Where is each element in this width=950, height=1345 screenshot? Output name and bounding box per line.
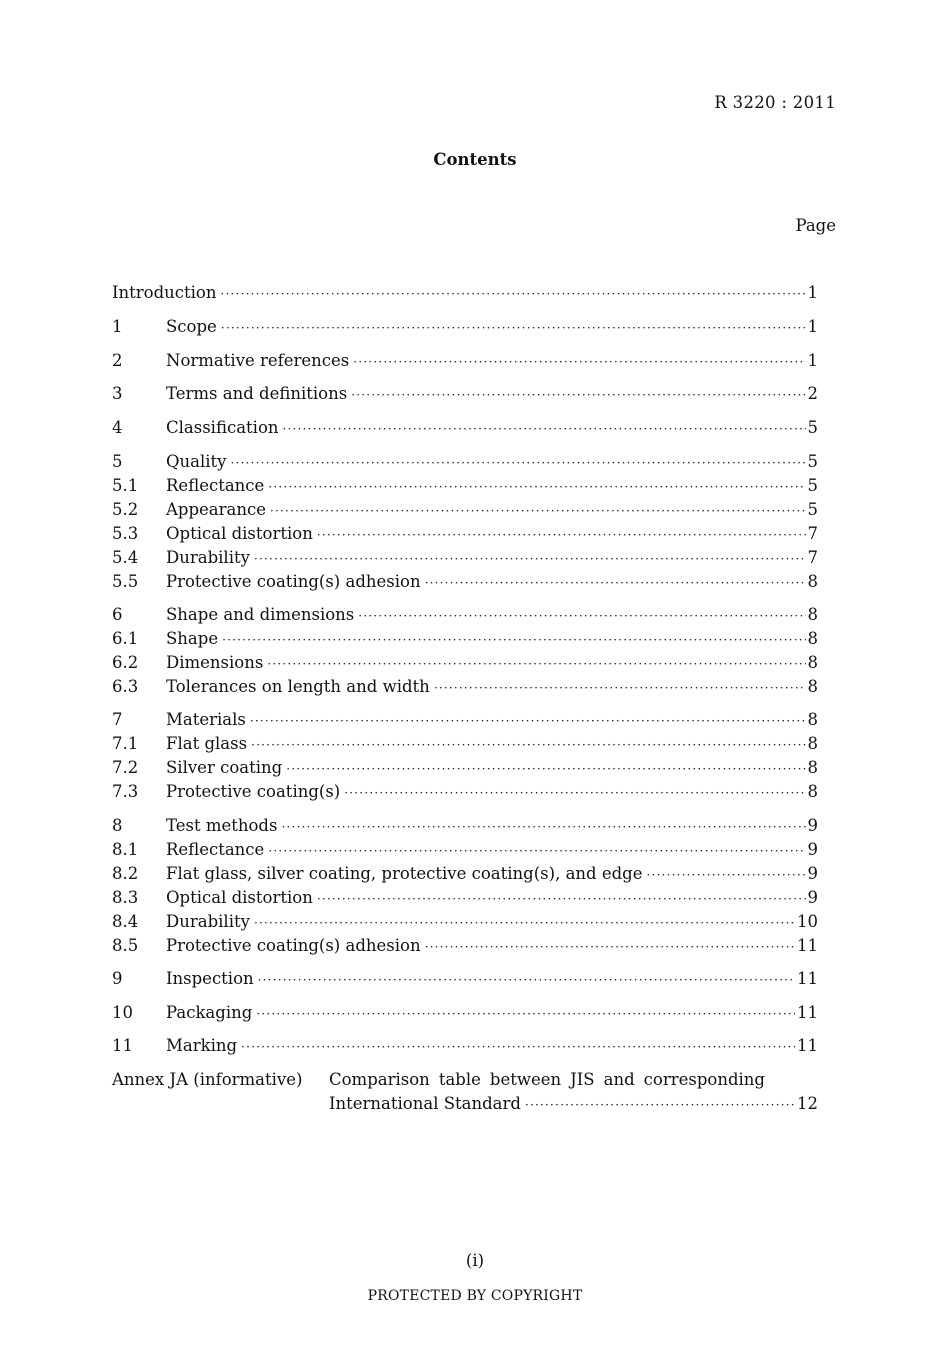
toc-entry-page: 8 xyxy=(807,710,818,729)
toc-entry-label: Terms and definitions xyxy=(166,384,348,403)
toc-leader-dots xyxy=(425,571,806,595)
toc-entry-page: 9 xyxy=(807,816,818,835)
toc-entry-number: 2 xyxy=(112,351,123,370)
toc-entry[interactable] xyxy=(112,474,818,498)
toc-entry-page: 5 xyxy=(807,452,818,471)
toc-entry-label: Flat glass, silver coating, protective coating(s), and edge xyxy=(166,864,643,883)
toc-entry-label: Test methods xyxy=(166,816,278,835)
document-number: R 3220 : 2011 xyxy=(714,93,836,112)
toc-entry-page: 11 xyxy=(797,1036,818,1055)
toc-entry-number: 10 xyxy=(112,1003,133,1022)
toc-leader-dots xyxy=(281,815,805,839)
toc-entry-page: 9 xyxy=(807,864,818,883)
toc-entry[interactable] xyxy=(112,1001,818,1025)
toc-entry[interactable] xyxy=(112,522,818,546)
toc-entry-page: 8 xyxy=(807,653,818,672)
toc-entry-label: Shape xyxy=(166,629,219,648)
footer-page-number: (i) xyxy=(465,1251,485,1270)
toc-entry-label: Inspection xyxy=(166,969,254,988)
toc-entry-page: 8 xyxy=(807,782,818,801)
toc-entry-page: 8 xyxy=(807,572,818,591)
toc-leader-dots xyxy=(434,676,806,700)
toc-entry[interactable] xyxy=(112,838,818,862)
toc-entry[interactable] xyxy=(112,732,818,756)
toc-leader-dots xyxy=(283,417,806,441)
toc-leader-dots xyxy=(258,968,795,992)
toc-entry-label: Shape and dimensions xyxy=(166,605,355,624)
toc-entry-page: 8 xyxy=(807,758,818,777)
toc-entry-page: 8 xyxy=(807,629,818,648)
toc-leader-dots xyxy=(351,383,805,407)
toc-leader-dots xyxy=(254,547,806,571)
toc-entry-page: 7 xyxy=(807,524,818,543)
toc-entry-label: Protective coating(s) adhesion xyxy=(166,572,421,591)
toc-entry-page: 1 xyxy=(807,317,818,336)
toc-entry-label: Quality xyxy=(166,452,227,471)
toc-entry[interactable] xyxy=(112,416,818,440)
toc-entry-number: 6 xyxy=(112,605,123,624)
toc-leader-dots xyxy=(317,523,806,547)
toc-entry[interactable] xyxy=(112,967,818,991)
toc-leader-dots xyxy=(222,628,805,652)
toc-entry-number: 8.4 xyxy=(112,912,139,931)
toc-entry-number: 8.2 xyxy=(112,864,139,883)
toc-entry-number: 9 xyxy=(112,969,123,988)
page-title: Contents xyxy=(433,150,517,169)
toc-entry-page: 8 xyxy=(807,677,818,696)
toc-leader-dots xyxy=(267,652,805,676)
toc-entry-number: 5.5 xyxy=(112,572,139,591)
toc-entry-number: 8.3 xyxy=(112,888,139,907)
toc-entry-page: 11 xyxy=(797,936,818,955)
toc-entry-number: 5.1 xyxy=(112,476,139,495)
toc-entry-number: 4 xyxy=(112,418,123,437)
toc-entry-label: Packaging xyxy=(166,1003,253,1022)
toc-entry[interactable] xyxy=(112,934,818,958)
toc-entry-number: 5.3 xyxy=(112,524,139,543)
toc-entry-number: 8 xyxy=(112,816,123,835)
annex-title-line2-row xyxy=(329,1092,818,1117)
toc-entry-label: Silver coating xyxy=(166,758,283,777)
toc-entry-number: 11 xyxy=(112,1036,133,1055)
toc-entry-label: Materials xyxy=(166,710,246,729)
toc-entry-label: Normative references xyxy=(166,351,350,370)
toc-entry[interactable] xyxy=(112,886,818,910)
toc-entry-number: 7 xyxy=(112,710,123,729)
toc-leader-dots xyxy=(250,709,806,733)
toc-entry[interactable] xyxy=(112,651,818,675)
toc-entry[interactable] xyxy=(112,780,818,804)
toc-leader-dots xyxy=(525,1093,795,1117)
toc-entry[interactable] xyxy=(112,675,818,699)
toc-leader-dots xyxy=(268,475,805,499)
toc-entry[interactable] xyxy=(112,862,818,886)
toc-entry-page: 1 xyxy=(807,351,818,370)
toc-entry-label: Reflectance xyxy=(166,840,265,859)
toc-entry-number: 7.3 xyxy=(112,782,139,801)
toc-entry[interactable] xyxy=(112,603,818,627)
toc-entry-label: Durability xyxy=(166,548,250,567)
toc-entry-page: 8 xyxy=(807,605,818,624)
annex-page: 12 xyxy=(797,1094,818,1113)
toc-entry-label: Flat glass xyxy=(166,734,248,753)
toc-entry-label: Tolerances on length and width xyxy=(166,677,430,696)
toc-entry-page: 2 xyxy=(807,384,818,403)
toc-entry[interactable] xyxy=(112,281,818,305)
toc-entry-number: 7.1 xyxy=(112,734,139,753)
toc-leader-dots xyxy=(425,935,795,959)
toc-entry[interactable] xyxy=(112,627,818,651)
toc-leader-dots xyxy=(317,887,806,911)
toc-entry[interactable] xyxy=(112,546,818,570)
toc-entry-label: Classification xyxy=(166,418,279,437)
toc-entry[interactable] xyxy=(112,450,818,474)
toc-entry-label: Protective coating(s) xyxy=(166,782,341,801)
toc-leader-dots xyxy=(241,1035,795,1059)
toc-entry-page: 9 xyxy=(807,840,818,859)
annex-label: Annex JA (informative) xyxy=(112,1070,303,1089)
toc-entry[interactable] xyxy=(112,708,818,732)
toc-entry[interactable] xyxy=(112,570,818,594)
toc-entry-page: 11 xyxy=(797,969,818,988)
toc-entry-page: 7 xyxy=(807,548,818,567)
toc-entry-number: 6.1 xyxy=(112,629,139,648)
toc-entry-page: 11 xyxy=(797,1003,818,1022)
toc-entry-label: Marking xyxy=(166,1036,238,1055)
toc-entry-number: 8.1 xyxy=(112,840,139,859)
toc-entry-label: Dimensions xyxy=(166,653,264,672)
toc-entry-label: Optical distortion xyxy=(166,888,313,907)
toc-leader-dots xyxy=(270,499,806,523)
toc-entry-page: 5 xyxy=(807,476,818,495)
toc-leader-dots xyxy=(268,839,805,863)
toc-entry-number: 5.4 xyxy=(112,548,139,567)
toc-entry-number: 6.2 xyxy=(112,653,139,672)
toc-entry-label: Introduction xyxy=(112,283,217,302)
toc-leader-dots xyxy=(647,863,806,887)
toc-entry-number: 7.2 xyxy=(112,758,139,777)
toc-entry[interactable] xyxy=(112,756,818,780)
toc-entry-label: Optical distortion xyxy=(166,524,313,543)
toc-leader-dots xyxy=(251,733,805,757)
footer-copyright: PROTECTED BY COPYRIGHT xyxy=(367,1288,583,1304)
toc-leader-dots xyxy=(358,604,805,628)
toc-entry[interactable] xyxy=(112,349,818,373)
toc-entry-page: 10 xyxy=(797,912,818,931)
annex-title-line2: International Standard xyxy=(329,1094,521,1113)
page-column-label: Page xyxy=(795,216,836,235)
toc-entry-number: 6.3 xyxy=(112,677,139,696)
annex-title-line1: Comparison table between JIS and corresponding xyxy=(329,1070,765,1089)
toc-entry-label: Scope xyxy=(166,317,217,336)
toc-entry[interactable] xyxy=(112,498,818,522)
toc-entry-number: 5.2 xyxy=(112,500,139,519)
toc-entry-number: 3 xyxy=(112,384,123,403)
toc-leader-dots xyxy=(286,757,805,781)
toc-entry[interactable] xyxy=(112,315,818,339)
toc-leader-dots xyxy=(231,451,806,475)
toc-entry[interactable] xyxy=(112,910,818,934)
toc-entry-page: 9 xyxy=(807,888,818,907)
toc-leader-dots xyxy=(353,350,805,374)
toc-leader-dots xyxy=(254,911,795,935)
toc-entry[interactable] xyxy=(112,382,818,406)
toc-leader-dots xyxy=(344,781,805,805)
toc-entry-label: Reflectance xyxy=(166,476,265,495)
toc-entry-page: 5 xyxy=(807,418,818,437)
toc-entry-number: 8.5 xyxy=(112,936,139,955)
toc-entry-number: 5 xyxy=(112,452,123,471)
toc-entry-page: 5 xyxy=(807,500,818,519)
toc-entry-number: 1 xyxy=(112,317,123,336)
toc-leader-dots xyxy=(221,316,806,340)
toc-entry-page: 1 xyxy=(807,283,818,302)
toc-entry-page: 8 xyxy=(807,734,818,753)
toc-entry[interactable] xyxy=(112,814,818,838)
toc-entry-label: Appearance xyxy=(166,500,266,519)
toc-leader-dots xyxy=(256,1002,795,1026)
toc-entry-label: Durability xyxy=(166,912,250,931)
toc-entry-label: Protective coating(s) adhesion xyxy=(166,936,421,955)
toc-entry[interactable] xyxy=(112,1034,818,1058)
toc-leader-dots xyxy=(221,282,806,306)
